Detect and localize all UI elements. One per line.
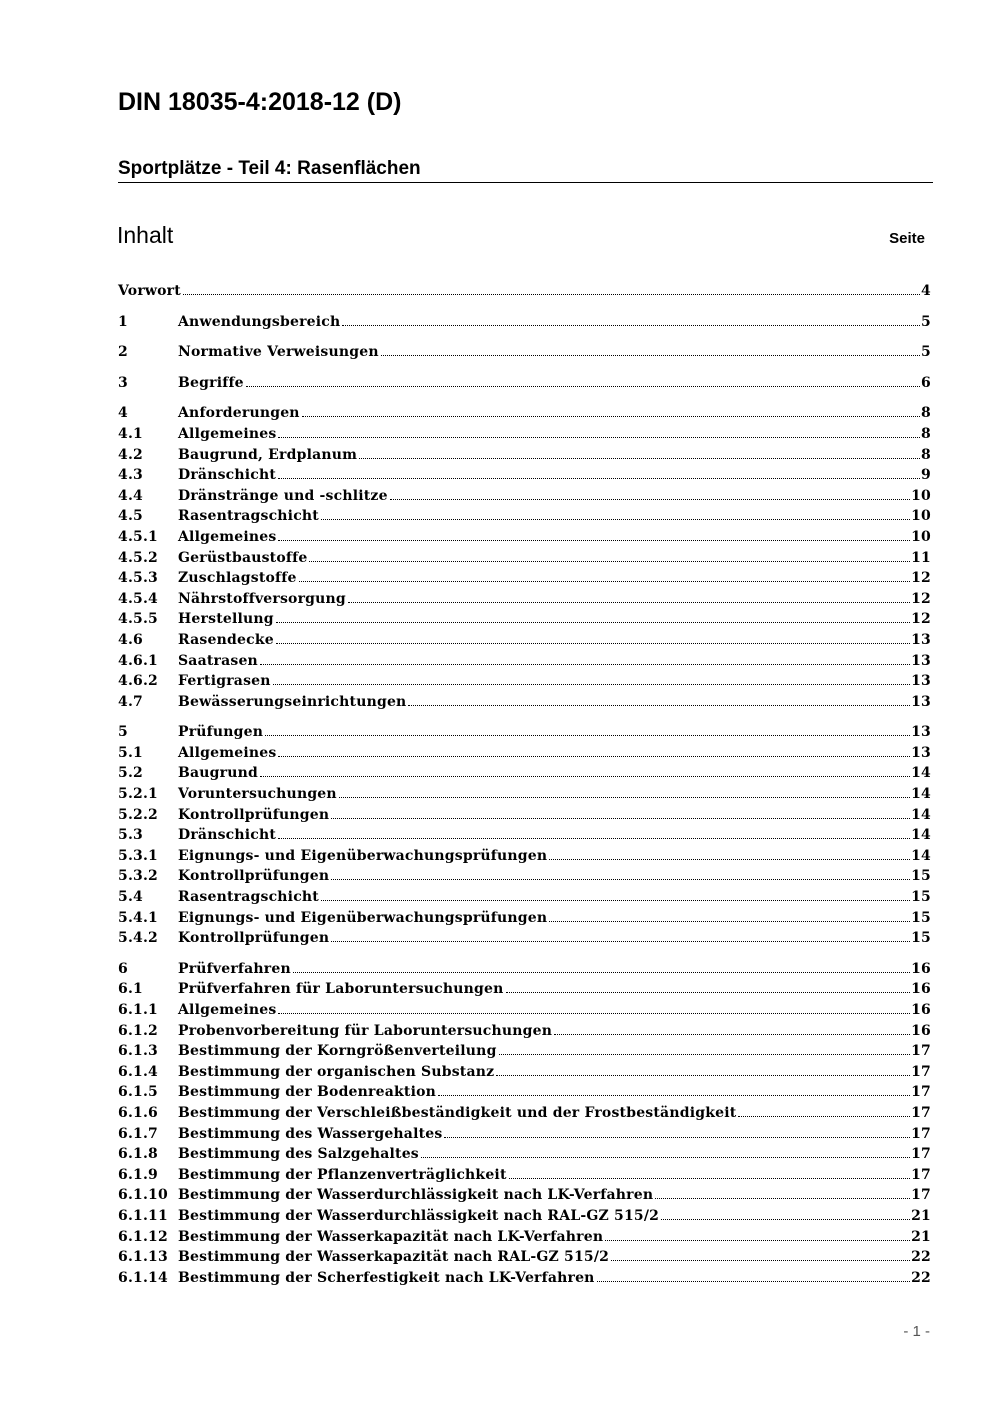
toc-dot-leader	[597, 1280, 911, 1282]
toc-dot-leader	[331, 940, 910, 942]
toc-dot-leader	[506, 991, 911, 993]
toc-dot-leader	[273, 683, 910, 685]
toc-entry-page: 16	[911, 981, 931, 998]
toc-dot-leader	[183, 293, 920, 295]
toc-entry-title[interactable]: Eignungs- und Eigenüberwachungsprüfungen	[178, 909, 548, 926]
toc-entry-number: 4	[118, 405, 128, 422]
toc-entry-number: 4.6	[118, 631, 143, 648]
toc-entry-page: 6	[921, 374, 931, 391]
toc-dot-leader	[444, 1136, 910, 1138]
toc-entry-title[interactable]: Allgemeines	[178, 528, 277, 545]
toc-entry-title[interactable]: Dränschicht	[178, 467, 277, 484]
toc-entry[interactable]	[118, 630, 931, 651]
toc-dot-leader	[661, 1218, 910, 1220]
toc-entry-title[interactable]: Bestimmung der Wasserkapazität nach LK-Verfahren	[178, 1228, 604, 1245]
toc-entry[interactable]	[118, 671, 931, 692]
toc-entry-page: 16	[911, 1022, 931, 1039]
toc-entry-page: 17	[911, 1043, 931, 1060]
toc-entry[interactable]	[118, 486, 931, 507]
toc-entry-number: 4.5	[118, 508, 143, 525]
toc-heading: Inhalt	[117, 222, 174, 248]
toc-entry-page: 17	[911, 1125, 931, 1142]
toc-dot-leader	[265, 734, 910, 736]
toc-entry-number: 4.4	[118, 487, 143, 504]
toc-entry-page: 14	[911, 806, 931, 823]
toc-dot-leader	[278, 837, 910, 839]
toc-entry-title[interactable]: Prüfverfahren für Laboruntersuchungen	[178, 981, 504, 998]
toc-entry-title[interactable]: Bestimmung des Wassergehaltes	[178, 1125, 443, 1142]
toc-entry-title[interactable]: Bestimmung der Wasserdurchlässigkeit nach RAL-GZ 515/2	[178, 1207, 660, 1224]
toc-dot-leader	[331, 878, 910, 880]
toc-entry-page: 5	[921, 344, 931, 361]
toc-entry[interactable]	[118, 651, 931, 672]
toc-entry-title[interactable]: Baugrund	[178, 765, 258, 782]
toc-entry[interactable]	[118, 1165, 931, 1186]
toc-entry-page: 5	[921, 313, 931, 330]
toc-entry[interactable]	[118, 825, 931, 846]
toc-entry-number: 6.1	[118, 981, 143, 998]
toc-entry-number: 6	[118, 960, 128, 977]
toc-entry-page: 11	[911, 549, 931, 566]
toc-entry-number: 4.2	[118, 446, 143, 463]
toc-dot-leader	[278, 539, 910, 541]
toc-entry-title[interactable]: Bestimmung der Pflanzenverträglichkeit	[178, 1166, 507, 1183]
toc-entry-title[interactable]: Dränstränge und -schlitze	[178, 487, 388, 504]
toc-dot-leader	[321, 899, 910, 901]
toc-dot-leader	[605, 1239, 910, 1241]
toc-entry-number: 4.6.2	[118, 673, 158, 690]
toc-entry-number: 4.5.2	[118, 549, 158, 566]
toc-entry-number: 4.5.1	[118, 528, 158, 545]
toc-dot-leader	[738, 1115, 910, 1117]
toc-entry-page: 13	[911, 744, 931, 761]
toc-dot-leader	[348, 601, 910, 603]
toc-dot-leader	[309, 560, 910, 562]
toc-dot-leader	[278, 477, 920, 479]
toc-entry[interactable]	[118, 1206, 931, 1227]
toc-entry[interactable]	[118, 403, 931, 424]
toc-entry-number: 6.1.2	[118, 1022, 158, 1039]
toc-entry-title[interactable]: Kontrollprüfungen	[178, 930, 330, 947]
toc-entry-number: 2	[118, 344, 128, 361]
toc-entry-number: 5	[118, 724, 128, 741]
toc-entry-page: 17	[911, 1104, 931, 1121]
toc-entry-title[interactable]: Rasentragschicht	[178, 508, 319, 525]
toc-entry-number: 6.1.9	[118, 1166, 158, 1183]
toc-dot-leader	[381, 354, 920, 356]
toc-entry[interactable]	[118, 589, 931, 610]
toc-entry-title[interactable]: Bestimmung der Wasserdurchlässigkeit nach LK-Verfahren	[178, 1187, 654, 1204]
toc-entry-number: 5.2.2	[118, 806, 158, 823]
toc-entry-page: 16	[911, 960, 931, 977]
toc-entry-page: 21	[911, 1207, 931, 1224]
toc-entry-title[interactable]: Eignungs- und Eigenüberwachungsprüfungen	[178, 847, 548, 864]
toc-dot-leader	[246, 385, 920, 387]
toc-entry-page: 12	[911, 590, 931, 607]
toc-entry[interactable]	[118, 1185, 931, 1206]
toc-dot-leader	[321, 518, 910, 520]
page-number: - 1 -	[903, 1323, 930, 1340]
toc-dot-leader	[278, 755, 910, 757]
toc-dot-leader	[496, 1074, 910, 1076]
toc-entry-page: 17	[911, 1166, 931, 1183]
toc-entry[interactable]	[118, 846, 931, 867]
toc-entry-number: 6.1.1	[118, 1002, 158, 1018]
toc-entry-page: 17	[911, 1146, 931, 1163]
toc-entry[interactable]	[118, 805, 931, 826]
toc-entry-number: 4.5.5	[118, 611, 158, 628]
toc-entry-title[interactable]: Allgemeines	[178, 744, 277, 761]
toc-dot-leader	[390, 498, 910, 500]
toc-entry[interactable]	[118, 887, 931, 908]
toc-entry-title[interactable]: Bestimmung der Wasserkapazität nach RAL-GZ 515/2	[178, 1249, 610, 1266]
toc-dot-leader	[421, 1156, 910, 1158]
toc-entry[interactable]	[118, 1062, 931, 1083]
toc-dot-leader	[549, 920, 910, 922]
toc-dot-leader	[554, 1033, 910, 1035]
toc-entry-title[interactable]: Herstellung	[178, 611, 274, 628]
toc-entry-page: 15	[911, 930, 931, 947]
toc-entry-page: 22	[911, 1269, 931, 1286]
toc-dot-leader	[293, 971, 910, 973]
toc-entry-title[interactable]: Rasentragschicht	[178, 889, 319, 906]
toc-entry[interactable]	[118, 1144, 931, 1165]
toc-entry-number: 6.1.12	[118, 1228, 168, 1245]
toc-entry[interactable]	[118, 1103, 931, 1124]
toc-entry-page: 17	[911, 1084, 931, 1101]
toc-dot-leader	[299, 580, 911, 582]
toc-dot-leader	[276, 642, 910, 644]
toc-dot-leader	[499, 1053, 911, 1055]
toc-entry-number: 6.1.10	[118, 1187, 168, 1204]
toc-entry[interactable]	[118, 959, 931, 980]
toc-entry-page: 15	[911, 868, 931, 885]
toc-entry-title[interactable]: Kontrollprüfungen	[178, 868, 330, 885]
toc-entry-title[interactable]: Prüfverfahren	[178, 960, 291, 977]
toc-entry-page: 13	[911, 693, 931, 710]
toc-entry[interactable]	[118, 763, 931, 784]
toc-entry-title[interactable]: Probenvorbereitung für Laboruntersuchungen	[178, 1022, 553, 1039]
toc-dot-leader	[611, 1259, 910, 1261]
toc-entry[interactable]	[118, 743, 931, 764]
toc-entry-number: 6.1.5	[118, 1084, 158, 1101]
toc-entry-title[interactable]: Bewässerungseinrichtungen	[178, 693, 407, 710]
toc-entry[interactable]	[118, 1247, 931, 1268]
toc-entry-page: 9	[921, 467, 931, 484]
toc-entry-title[interactable]: Baugrund, Erdplanum	[178, 446, 358, 463]
toc-entry-title[interactable]: Begriffe	[178, 374, 244, 391]
toc-entry-page: 13	[911, 652, 931, 669]
toc-entry-number: 6.1.13	[118, 1249, 168, 1266]
toc-entry-title[interactable]: Allgemeines	[178, 425, 277, 442]
toc-entry-number: 6.1.14	[118, 1269, 168, 1286]
toc-entry-number: 4.5.3	[118, 570, 158, 587]
toc-entry-number: 6.1.7	[118, 1125, 158, 1142]
toc-dot-leader	[549, 858, 910, 860]
toc-entry-title[interactable]: Nährstoffversorgung	[178, 590, 346, 607]
toc-dot-leader	[276, 621, 910, 623]
toc-entry-page: 16	[911, 1002, 931, 1018]
toc-entry[interactable]	[118, 548, 931, 569]
toc-dot-leader	[278, 1012, 910, 1014]
toc-entry-page: 14	[911, 827, 931, 844]
toc-entry-number: 6.1.4	[118, 1063, 158, 1080]
toc-entry-page: 13	[911, 673, 931, 690]
toc-entry-page: 13	[911, 724, 931, 741]
toc-entry[interactable]	[118, 1268, 931, 1289]
toc-entry-page: 22	[911, 1249, 931, 1266]
toc-dot-leader	[342, 324, 920, 326]
toc-dot-leader	[438, 1094, 910, 1096]
toc-dot-leader	[278, 436, 920, 438]
toc-entry-page: 15	[911, 909, 931, 926]
toc-entry-page: 8	[921, 405, 931, 422]
toc-entry-title[interactable]: Dränschicht	[178, 827, 277, 844]
toc-entry-number: 6.1.6	[118, 1104, 158, 1121]
toc-entry[interactable]	[118, 722, 931, 743]
toc-entry-number: 4.5.4	[118, 590, 158, 607]
toc-dot-leader	[339, 796, 910, 798]
toc-entry-page: 14	[911, 847, 931, 864]
toc-entry-page: 21	[911, 1228, 931, 1245]
toc-entry-title[interactable]: Voruntersuchungen	[178, 786, 337, 803]
toc-entry-page: 15	[911, 889, 931, 906]
toc-entry-page: 12	[911, 611, 931, 628]
toc-entry-page: 10	[911, 528, 931, 545]
page-column-label: Seite	[889, 230, 925, 247]
toc-entry-number: 5.2	[118, 765, 143, 782]
toc-entry[interactable]	[118, 928, 931, 949]
toc-dot-leader	[408, 704, 910, 706]
toc-entry-number: 4.6.1	[118, 652, 158, 669]
toc-entry-number: 4.7	[118, 693, 143, 710]
toc-entry[interactable]	[118, 527, 931, 548]
toc-entry[interactable]	[118, 609, 931, 630]
toc-entry-page: 14	[911, 765, 931, 782]
toc-entry-number: 5.3.2	[118, 868, 158, 885]
toc-entry[interactable]	[118, 373, 931, 394]
toc-entry-number: 6.1.3	[118, 1043, 158, 1060]
table-of-contents	[118, 281, 931, 1288]
toc-entry[interactable]	[118, 784, 931, 805]
toc-entry-number: 5.3	[118, 827, 143, 844]
toc-entry[interactable]	[118, 342, 931, 363]
toc-entry[interactable]	[118, 1124, 931, 1145]
toc-entry-number: 5.2.1	[118, 786, 158, 803]
toc-dot-leader	[655, 1197, 910, 1199]
toc-entry-number: 1	[118, 313, 128, 330]
toc-entry-title[interactable]: Bestimmung der Verschleißbeständigkeit und der Frostbeständigkeit	[178, 1104, 737, 1121]
toc-entry-title[interactable]: Prüfungen	[178, 724, 264, 741]
toc-entry-number: 5.4	[118, 889, 143, 906]
toc-entry-title[interactable]: Kontrollprüfungen	[178, 806, 330, 823]
toc-entry-number: 3	[118, 374, 128, 391]
toc-entry-title[interactable]: Bestimmung der Bodenreaktion	[178, 1084, 437, 1101]
toc-entry-page: 10	[911, 487, 931, 504]
toc-entry[interactable]	[118, 908, 931, 929]
toc-entry[interactable]	[118, 506, 931, 527]
toc-entry-page: 12	[911, 570, 931, 587]
toc-dot-leader	[302, 415, 920, 417]
toc-dot-leader	[509, 1177, 911, 1179]
toc-entry-title[interactable]: Bestimmung der Korngrößenverteilung	[178, 1043, 497, 1060]
toc-entry-page: 4	[921, 283, 931, 299]
toc-entry-number: 6.1.11	[118, 1207, 168, 1224]
toc-entry-number: 4.1	[118, 425, 143, 442]
toc-entry[interactable]	[118, 424, 931, 445]
toc-entry-number: 4.3	[118, 467, 143, 484]
document-title: DIN 18035-4:2018-12 (D)	[118, 88, 402, 116]
toc-entry-page: 8	[921, 446, 931, 463]
toc-entry-title[interactable]: Saatrasen	[178, 652, 258, 669]
toc-entry-title[interactable]: Zuschlagstoffe	[178, 570, 297, 587]
toc-entry-number: 5.4.2	[118, 930, 158, 947]
toc-entry[interactable]	[118, 1021, 931, 1042]
document-subtitle: Sportplätze - Teil 4: Rasenflächen	[118, 158, 933, 183]
toc-entry-number: 5.3.1	[118, 847, 158, 864]
toc-entry-page: 8	[921, 425, 931, 442]
toc-dot-leader	[359, 457, 920, 459]
toc-entry-number: 5.4.1	[118, 909, 158, 926]
toc-entry[interactable]	[118, 979, 931, 1000]
toc-entry-title[interactable]: Vorwort	[118, 283, 181, 299]
toc-entry[interactable]	[118, 866, 931, 887]
toc-entry[interactable]	[118, 281, 931, 302]
toc-entry[interactable]	[118, 692, 931, 713]
toc-entry[interactable]	[118, 1082, 931, 1103]
toc-entry-title[interactable]: Anwendungsbereich	[178, 313, 341, 330]
toc-entry[interactable]	[118, 1227, 931, 1248]
toc-entry-title[interactable]: Rasendecke	[178, 631, 274, 648]
toc-entry-number: 5.1	[118, 744, 143, 761]
toc-entry-title[interactable]: Fertigrasen	[178, 673, 271, 690]
toc-entry[interactable]	[118, 312, 931, 333]
toc-entry-title[interactable]: Bestimmung des Salzgehaltes	[178, 1146, 419, 1163]
toc-dot-leader	[331, 817, 910, 819]
toc-entry-title[interactable]: Bestimmung der organischen Substanz	[178, 1063, 495, 1080]
toc-entry[interactable]	[118, 568, 931, 589]
toc-entry-title[interactable]: Allgemeines	[178, 1002, 277, 1018]
toc-dot-leader	[260, 663, 910, 665]
toc-entry-title[interactable]: Normative Verweisungen	[178, 344, 379, 361]
toc-entry-number: 6.1.8	[118, 1146, 158, 1163]
toc-entry[interactable]	[118, 1000, 931, 1021]
toc-entry-title[interactable]: Anforderungen	[178, 405, 300, 422]
toc-entry-page: 14	[911, 786, 931, 803]
toc-entry-page: 17	[911, 1187, 931, 1204]
toc-entry-page: 17	[911, 1063, 931, 1080]
toc-entry-title[interactable]: Gerüstbaustoffe	[178, 549, 308, 566]
toc-entry[interactable]	[118, 1041, 931, 1062]
toc-entry-page: 13	[911, 631, 931, 648]
toc-entry-page: 10	[911, 508, 931, 525]
toc-dot-leader	[260, 775, 910, 777]
toc-entry[interactable]	[118, 445, 931, 466]
toc-entry[interactable]	[118, 465, 931, 486]
toc-entry-title[interactable]: Bestimmung der Scherfestigkeit nach LK-Verfahren	[178, 1269, 595, 1286]
